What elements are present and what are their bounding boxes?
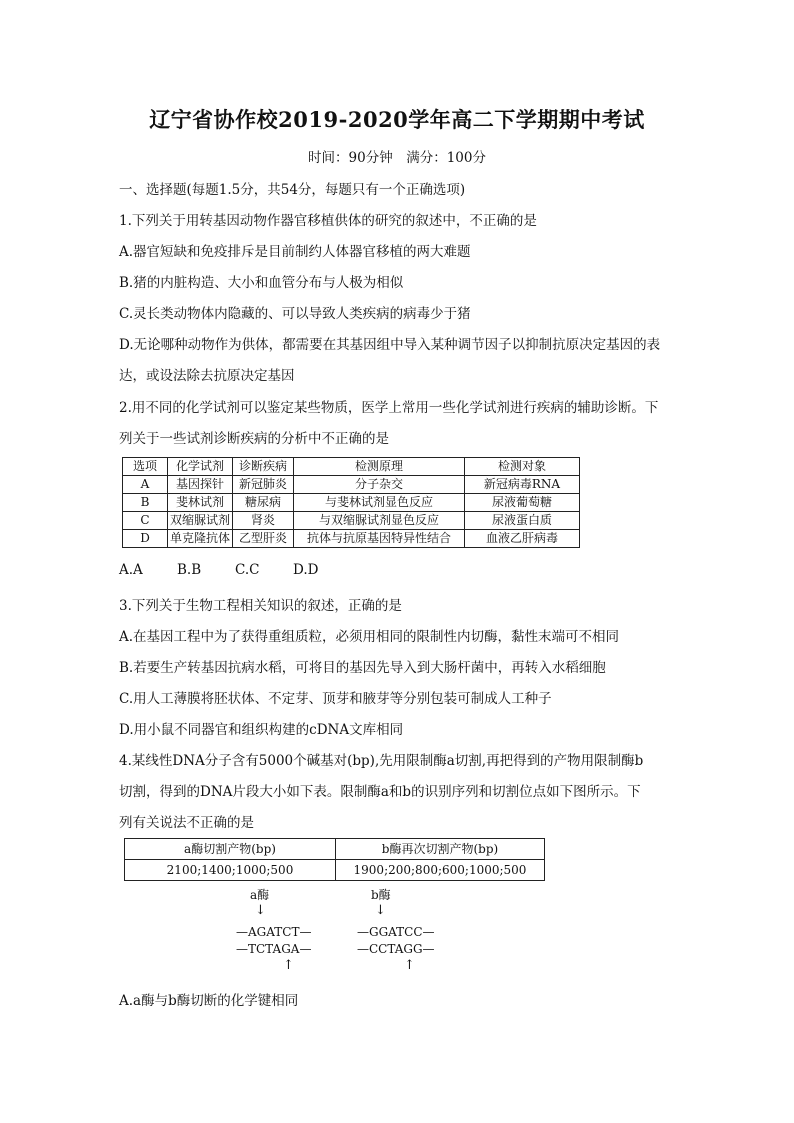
enzyme-a-bottom-strand: —TCTAGA— [236,942,312,956]
q1-option-b: B.猪的内脏构造、大小和血管分布与人极为相似 [119,275,404,291]
enzyme-b-label: b酶 [371,888,391,902]
table-header-cell: b酶再次切割产物(bp) [336,839,545,860]
table-cell: 糖尿病 [233,494,294,512]
q1-stem: 1.下列关于用转基因动物作器官移植供体的研究的叙述中，不正确的是 [119,213,537,229]
q3-option-b: B.若要生产转基因抗病水稻，可将目的基因先导入到大肠杆菌中，再转入水稻细胞 [119,660,606,676]
q4-option-a: A.a酶与b酶切断的化学键相同 [119,993,299,1009]
arrow-up-icon: ↑ [283,958,294,973]
table-cell: 分子杂交 [294,476,465,494]
table-cell: 单克隆抗体 [168,530,233,548]
restriction-table [124,838,545,881]
q2-stem-line1: 2.用不同的化学试剂可以鉴定某些物质，医学上常用一些化学试剂进行疾病的辅助诊断。下 [119,400,659,416]
table-cell: 乙型肝炎 [233,530,294,548]
q2-option-d: D.D [293,562,319,578]
enzyme-a-top-strand: —AGATCT— [236,925,312,939]
table-cell: 1900;200;800;600;1000;500 [336,860,545,881]
table-cell: 肾炎 [233,512,294,530]
q1-option-a: A.器官短缺和免疫排斥是目前制约人体器官移植的两大难题 [119,244,471,260]
table-header-cell: 检测对象 [465,458,580,476]
page-title: 辽宁省协作校2019-2020学年高二下学期期中考试 [149,107,645,132]
arrow-down-icon: ↓ [375,903,386,918]
table-cell: 斐林试剂 [168,494,233,512]
q4-stem-line1: 4.某线性DNA分子含有5000个碱基对(bp),先用限制酶a切割,再把得到的产物用限制酶b [119,753,644,769]
table-row [125,860,545,881]
q1-option-d-line1: D.无论哪种动物作为供体，都需要在其基因组中导入某种调节因子以抑制抗原决定基因的表 [119,337,661,353]
table-header-row [123,458,580,476]
table-header-row [125,839,545,860]
table-cell: 2100;1400;1000;500 [125,860,336,881]
table-header-cell: 检测原理 [294,458,465,476]
table-cell: 尿液葡萄糖 [465,494,580,512]
table-header-cell: a酶切割产物(bp) [125,839,336,860]
table-cell: 双缩脲试剂 [168,512,233,530]
table-cell: 新冠肺炎 [233,476,294,494]
q1-option-c: C.灵长类动物体内隐藏的、可以导致人类疾病的病毒少于猪 [119,306,471,322]
enzyme-a-label: a酶 [250,888,270,902]
q2-option-c: C.C [235,562,260,578]
q4-stem-line2: 切割，得到的DNA片段大小如下表。限制酶a和b的识别序列和切割位点如下图所示。下 [119,784,641,800]
table-cell: C [123,512,168,530]
q3-option-c: C.用人工薄膜将胚状体、不定芽、顶芽和腋芽等分别包装可制成人工种子 [119,691,552,707]
table-cell: A [123,476,168,494]
q2-option-b: B.B [177,562,202,578]
diagnosis-table [122,457,580,548]
table-cell: D [123,530,168,548]
q2-options [119,562,318,578]
section-heading: 一、选择题(每题1.5分，共54分，每题只有一个正确选项) [119,182,466,198]
arrow-down-icon: ↓ [255,903,266,918]
exam-time-info: 时间：90分钟 满分：100分 [308,150,486,166]
table-cell: B [123,494,168,512]
enzyme-b-top-strand: —GGATCC— [357,925,435,939]
table-cell: 血液乙肝病毒 [465,530,580,548]
arrow-up-icon: ↑ [404,958,415,973]
q4-stem-line3: 列有关说法不正确的是 [119,815,254,831]
table-row [123,530,580,548]
q1-option-d-line2: 达，或设法除去抗原决定基因 [119,368,295,384]
table-cell: 与双缩脲试剂显色反应 [294,512,465,530]
q3-option-a: A.在基因工程中为了获得重组质粒，必须用相同的限制性内切酶，黏性末端可不相同 [119,629,620,645]
table-row [123,494,580,512]
q2-stem-line2: 列关于一些试剂诊断疾病的分析中不正确的是 [119,431,389,447]
table-cell: 尿液蛋白质 [465,512,580,530]
table-cell: 基因探针 [168,476,233,494]
table-row [123,512,580,530]
table-cell: 抗体与抗原基因特异性结合 [294,530,465,548]
q3-option-d: D.用小鼠不同器官和组织构建的cDNA文库相同 [119,722,404,738]
table-row [123,476,580,494]
q3-stem: 3.下列关于生物工程相关知识的叙述，正确的是 [119,598,402,614]
enzyme-b-bottom-strand: —CCTAGG— [357,942,435,956]
table-header-cell: 诊断疾病 [233,458,294,476]
table-header-cell: 化学试剂 [168,458,233,476]
table-header-cell: 选项 [123,458,168,476]
table-cell: 与斐林试剂显色反应 [294,494,465,512]
q2-option-a: A.A [119,562,143,578]
table-cell: 新冠病毒RNA [465,476,580,494]
